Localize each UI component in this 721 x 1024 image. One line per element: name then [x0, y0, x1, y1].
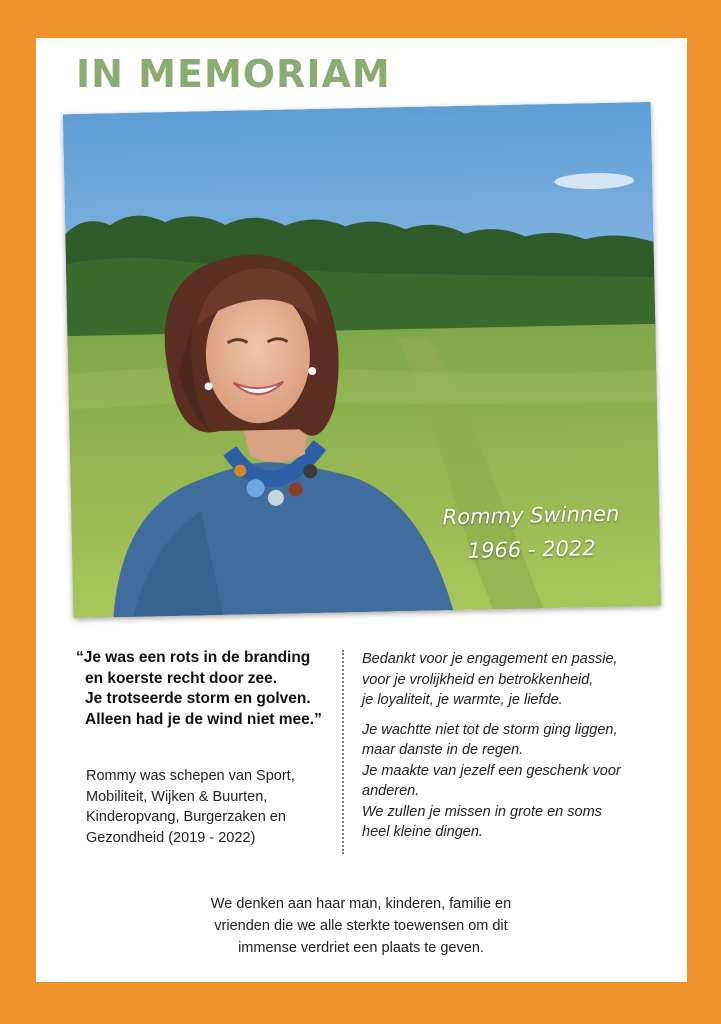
- bio-line: Kinderopvang, Burgerzaken en: [86, 809, 286, 825]
- tribute-line: Je wachtte niet tot de storm ging liggen,: [362, 721, 618, 738]
- tribute-line: We zullen je missen in grote en soms: [362, 803, 602, 820]
- closing-line: vrienden die we alle sterkte toewensen om dit: [214, 918, 508, 934]
- quote-line: Je trotseerde storm en golven.: [85, 690, 311, 707]
- memorial-photo: [63, 102, 661, 618]
- column-divider: [342, 650, 344, 854]
- tribute-line: je loyaliteit, je warmte, je liefde.: [362, 692, 563, 708]
- photo-caption: [442, 497, 620, 569]
- closing-message: [156, 893, 566, 959]
- tribute-line: Bedankt voor je engagement en passie,: [362, 651, 618, 667]
- quote-line: Alleen had je de wind niet mee.”: [85, 710, 322, 728]
- tribute-line: maar danste in de regen.: [362, 742, 524, 758]
- tribute-line: anderen.: [362, 783, 420, 799]
- caption-name: Rommy Swinnen: [442, 501, 620, 530]
- quote-line: en koerste recht door zee.: [85, 669, 278, 687]
- page-title: IN MEMORIAM: [76, 52, 391, 96]
- tribute-text: [362, 649, 662, 843]
- caption-years: 1966 - 2022: [467, 536, 596, 563]
- bio-line: Rommy was schepen van Sport,: [86, 768, 295, 784]
- bio-line: Mobiliteit, Wijken & Buurten,: [86, 788, 268, 805]
- quote-line: “Je was een rots in de branding: [76, 649, 311, 666]
- bio-line: Gezondheid (2019 - 2022): [86, 829, 256, 846]
- tribute-line: heel kleine dingen.: [362, 824, 483, 840]
- tribute-line: Je maakte van jezelf een geschenk voor: [362, 762, 621, 779]
- memorial-card: [36, 38, 687, 982]
- memorial-quote: [76, 648, 346, 730]
- paragraph-gap: [362, 711, 662, 720]
- closing-line: immense verdriet een plaats te geven.: [238, 940, 484, 956]
- closing-line: We denken aan haar man, kinderen, familie en: [210, 896, 512, 912]
- tribute-line: voor je vrolijkheid en betrokkenheid,: [362, 671, 594, 688]
- biography: [86, 766, 336, 848]
